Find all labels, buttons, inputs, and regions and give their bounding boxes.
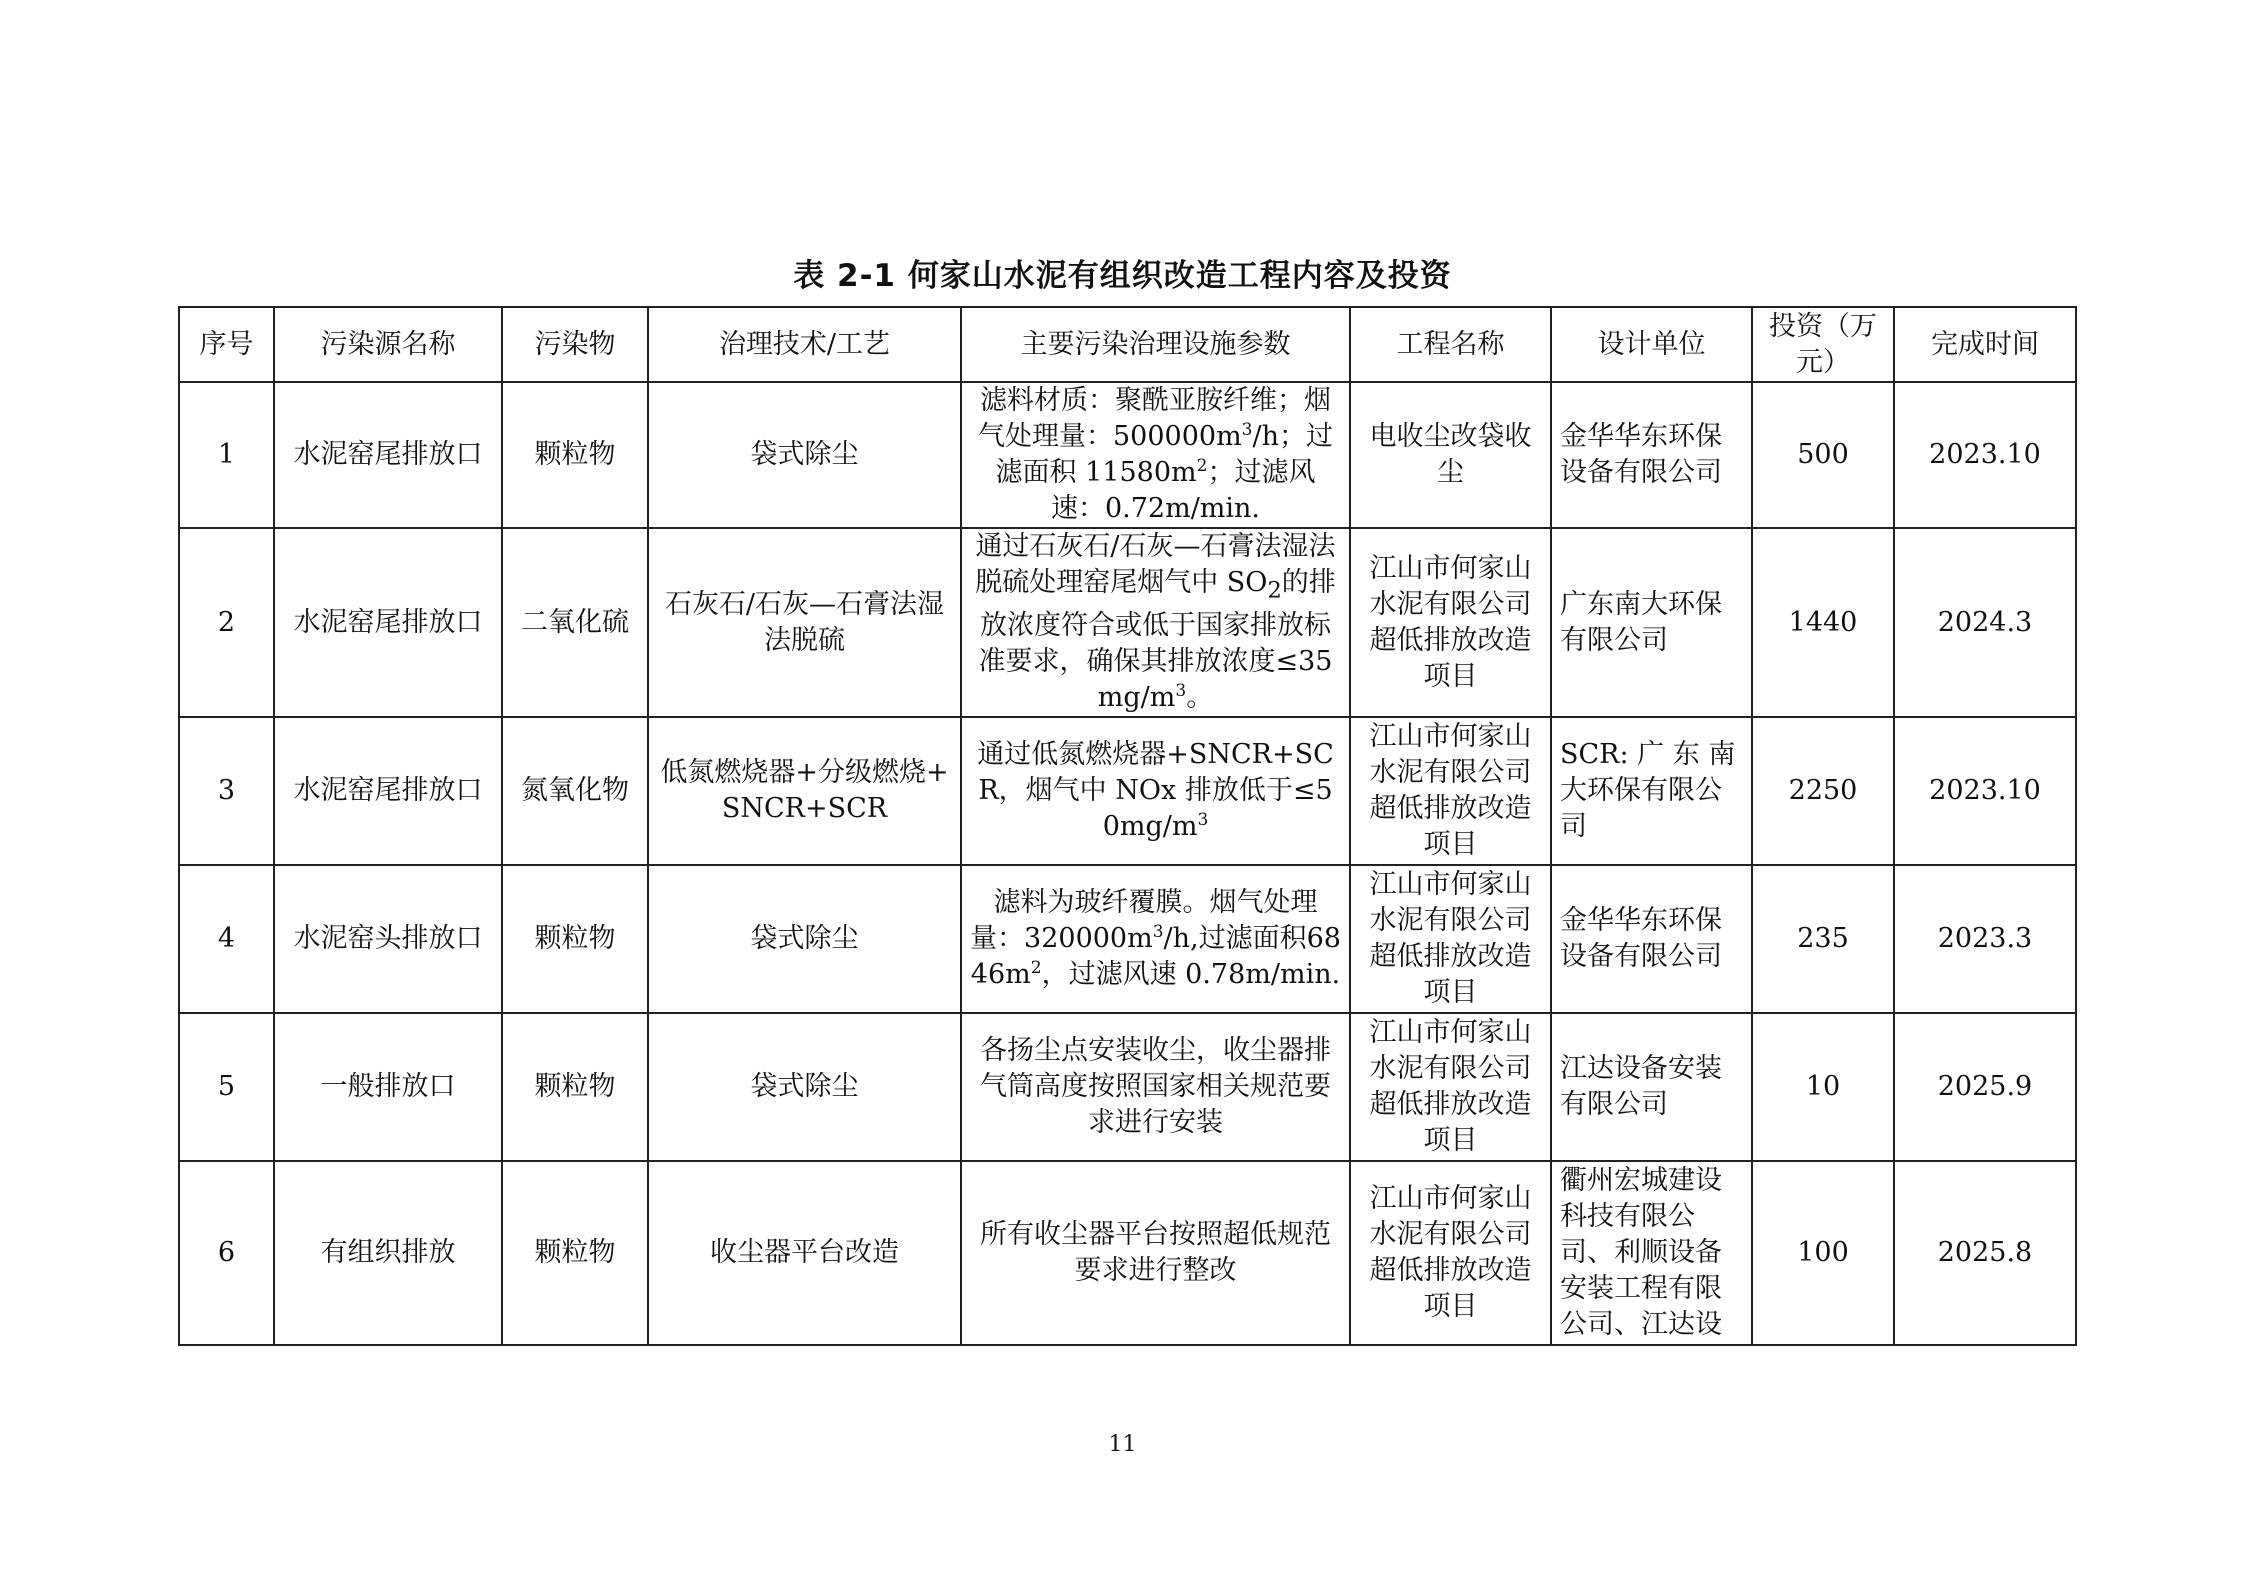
cell-investment: 235 (1752, 865, 1894, 1013)
cell-params: 通过石灰石/石灰—石膏法湿法脱硫处理窑尾烟气中 $SO_2$的排放浓度符合或低于国家排放标准要求，确保其排放浓度$\le 35mg/m^3$。 (961, 528, 1350, 717)
cell-date: 2023.3 (1894, 865, 2076, 1013)
cell-date: 2025.9 (1894, 1013, 2076, 1161)
cell-investment: 100 (1752, 1161, 1894, 1345)
cell-project: 江山市何家山水泥有限公司超低排放改造项目 (1350, 1161, 1551, 1345)
page-number: 11 (1108, 1432, 1137, 1457)
cell-source: 水泥窑尾排放口 (274, 528, 502, 717)
cell-pollutant: 二氧化硫 (502, 528, 648, 717)
cell-params: 所有收尘器平台按照超低规范要求进行整改 (961, 1161, 1350, 1345)
cell-designer: 江达设备安装有限公司 (1551, 1013, 1752, 1161)
cell-project: 电收尘改袋收尘 (1350, 382, 1551, 528)
cell-tech: 石灰石/石灰—石膏法湿法脱硫 (648, 528, 961, 717)
investment-table (178, 306, 2077, 1346)
cell-date: 2023.10 (1894, 717, 2076, 865)
cell-designer: 衢州宏城建设科技有限公司、利顺设备安装工程有限公司、江达设 (1551, 1161, 1752, 1345)
cell-no: 2 (179, 528, 274, 717)
table-row (179, 865, 2076, 1013)
cell-source: 有组织排放 (274, 1161, 502, 1345)
col-header-tech: 治理技术/工艺 (648, 307, 961, 382)
table-row (179, 382, 2076, 528)
cell-pollutant: 颗粒物 (502, 1013, 648, 1161)
cell-designer: 金华华东环保设备有限公司 (1551, 865, 1752, 1013)
cell-no: 6 (179, 1161, 274, 1345)
cell-params: 滤料材质：聚酰亚胺纤维；烟气处理量：$500000m^3/h$；过滤面积 $11580m^2$；过滤风速：0.72m/min. (961, 382, 1350, 528)
table-row (179, 1013, 2076, 1161)
cell-tech: 袋式除尘 (648, 382, 961, 528)
cell-source: 水泥窑尾排放口 (274, 382, 502, 528)
cell-investment: 500 (1752, 382, 1894, 528)
col-header-designer: 设计单位 (1551, 307, 1752, 382)
cell-project: 江山市何家山水泥有限公司超低排放改造项目 (1350, 1013, 1551, 1161)
cell-pollutant: 颗粒物 (502, 865, 648, 1013)
cell-params: 通过低氮燃烧器+SNCR+SCR，烟气中 NOx 排放低于$\le 50mg/m^3$ (961, 717, 1350, 865)
col-header-params: 主要污染治理设施参数 (961, 307, 1350, 382)
cell-date: 2023.10 (1894, 382, 2076, 528)
cell-tech: 袋式除尘 (648, 865, 961, 1013)
cell-date: 2025.8 (1894, 1161, 2076, 1345)
table-row (179, 1161, 2076, 1345)
cell-no: 5 (179, 1013, 274, 1161)
cell-params: 滤料为玻纤覆膜。烟气处理量：$320000m^3/h$,过滤面积$6846m^2$，过滤风速 0.78m/min. (961, 865, 1350, 1013)
col-header-no: 序号 (179, 307, 274, 382)
cell-investment: 1440 (1752, 528, 1894, 717)
cell-pollutant: 颗粒物 (502, 1161, 648, 1345)
col-header-investment: 投资（万元） (1752, 307, 1894, 382)
cell-tech: 低氮燃烧器+分级燃烧+SNCR+SCR (648, 717, 961, 865)
cell-project: 江山市何家山水泥有限公司超低排放改造项目 (1350, 865, 1551, 1013)
cell-no: 3 (179, 717, 274, 865)
table-row (179, 528, 2076, 717)
cell-no: 1 (179, 382, 274, 528)
cell-pollutant: 氮氧化物 (502, 717, 648, 865)
cell-no: 4 (179, 865, 274, 1013)
cell-tech: 收尘器平台改造 (648, 1161, 961, 1345)
cell-params: 各扬尘点安装收尘，收尘器排气筒高度按照国家相关规范要求进行安装 (961, 1013, 1350, 1161)
col-header-date: 完成时间 (1894, 307, 2076, 382)
cell-tech: 袋式除尘 (648, 1013, 961, 1161)
cell-pollutant: 颗粒物 (502, 382, 648, 528)
col-header-project: 工程名称 (1350, 307, 1551, 382)
cell-project: 江山市何家山水泥有限公司超低排放改造项目 (1350, 717, 1551, 865)
cell-source: 水泥窑头排放口 (274, 865, 502, 1013)
cell-designer: 广东南大环保有限公司 (1551, 528, 1752, 717)
col-header-pollutant: 污染物 (502, 307, 648, 382)
table-title: 表 2-1 何家山水泥有组织改造工程内容及投资 (793, 258, 1452, 294)
cell-source: 一般排放口 (274, 1013, 502, 1161)
cell-source: 水泥窑尾排放口 (274, 717, 502, 865)
cell-project: 江山市何家山水泥有限公司超低排放改造项目 (1350, 528, 1551, 717)
cell-investment: 2250 (1752, 717, 1894, 865)
cell-date: 2024.3 (1894, 528, 2076, 717)
cell-investment: 10 (1752, 1013, 1894, 1161)
table-row (179, 717, 2076, 865)
cell-designer: SCR: 广 东 南大环保有限公司 (1551, 717, 1752, 865)
cell-designer: 金华华东环保设备有限公司 (1551, 382, 1752, 528)
header-row (179, 307, 2076, 382)
col-header-source: 污染源名称 (274, 307, 502, 382)
